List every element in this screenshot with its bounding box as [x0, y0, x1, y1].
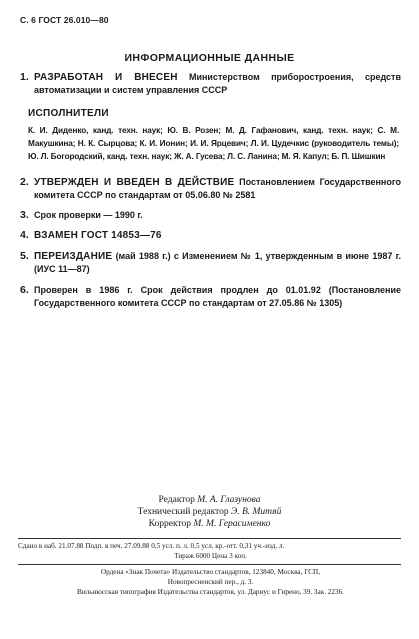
- tech-editor-line: [0, 506, 419, 518]
- publisher-details: [18, 567, 403, 597]
- item-label: ПЕРЕИЗДАНИЕ: [34, 251, 113, 262]
- divider: [18, 538, 401, 539]
- executors-heading: ИСПОЛНИТЕЛИ: [28, 108, 109, 119]
- corrector-name: М. М. Герасименко: [193, 519, 271, 529]
- corrector-label: Корректор: [148, 519, 194, 529]
- item-text: [34, 71, 401, 97]
- item-number: 6.: [20, 284, 29, 296]
- item-6: [20, 284, 401, 310]
- item-text: [34, 284, 401, 310]
- publisher-address: Новопресненский пер., д. 3.: [167, 578, 254, 586]
- item-5: [20, 250, 401, 276]
- editor-line: [0, 494, 419, 506]
- item-number: 1.: [20, 71, 29, 83]
- item-text: [34, 250, 401, 276]
- item-number: 5.: [20, 250, 29, 262]
- tech-editor-name: Э. В. Митяй: [231, 507, 282, 517]
- item-number: 3.: [20, 209, 29, 221]
- corrector-line: [0, 518, 419, 530]
- page-header: С. 6 ГОСТ 26.010—80: [20, 15, 109, 25]
- item-label: ВЗАМЕН ГОСТ 14853—76: [34, 230, 162, 241]
- print-run: Тираж 6000 Цена 3 коп.: [174, 552, 247, 560]
- item-label: РАЗРАБОТАН И ВНЕСЕН: [34, 72, 178, 83]
- item-text: [34, 209, 401, 222]
- item-text: [34, 176, 401, 202]
- item-1: [20, 71, 401, 97]
- item-body: (май 1988 г.) с Изменением № 1, утвержденным в июне 1987 г. (ИУС 11—87): [34, 251, 401, 274]
- item-body: Постановлением Государственного комитета СССР по стандартам от 05.06.80 № 2581: [34, 177, 401, 200]
- section-title: ИНФОРМАЦИОННЫЕ ДАННЫЕ: [124, 52, 295, 64]
- item-4: [20, 229, 401, 242]
- item-3: [20, 209, 401, 222]
- item-2: [20, 176, 401, 202]
- item-body: Проверен в 1986 г. Срок действия продлен до 01.01.92 (Постановление Государственного комитета СССР по стандартам от 27.05.86 № 1305): [34, 285, 401, 308]
- editors-block: [0, 494, 419, 530]
- print-line: Сдано в наб. 21.07.88 Подп. в печ. 27.09.88 0,5 усл. п. л. 0,5 усл. кр.-отт. 0,31 уч.-изд. л.: [18, 542, 285, 550]
- print-details: [18, 541, 403, 561]
- publisher-line: Ордена «Знак Почета» Издательство стандартов, 123840, Москва, ГСП,: [100, 568, 321, 576]
- tech-editor-label: Технический редактор: [137, 507, 231, 517]
- item-number: 2.: [20, 176, 29, 188]
- item-text: [34, 229, 401, 242]
- executors-list: К. И. Диденко, канд. техн. наук; Ю. В. Розен; М. Д. Гафанович, канд. техн. наук; С. М. Макушкина; Н. К. Сырцова; К. И. Ионин; И. И. Ярцевич; Л. И. Цудечкис (руководитель темы); Ю. Л. Богородский, канд. техн. наук; Ж. А. Гусева; Л. С. Ланина; М. Я. Капул; Б. П. Шишкин: [28, 126, 399, 161]
- item-body: Срок проверки — 1990 г.: [34, 210, 143, 220]
- printer-line: Вильнюсская типография Издательства стандартов, ул. Дариус и Гирено, 39. Зак. 2236.: [77, 588, 344, 596]
- editor-label: Редактор: [158, 495, 198, 505]
- editor-name: М. А. Глазунова: [197, 495, 261, 505]
- divider: [18, 564, 401, 565]
- item-number: 4.: [20, 229, 29, 241]
- item-label: УТВЕРЖДЕН И ВВЕДЕН В ДЕЙСТВИЕ: [34, 177, 235, 188]
- item-body: Министерством приборостроения, средств автоматизации и систем управления СССР: [34, 72, 401, 95]
